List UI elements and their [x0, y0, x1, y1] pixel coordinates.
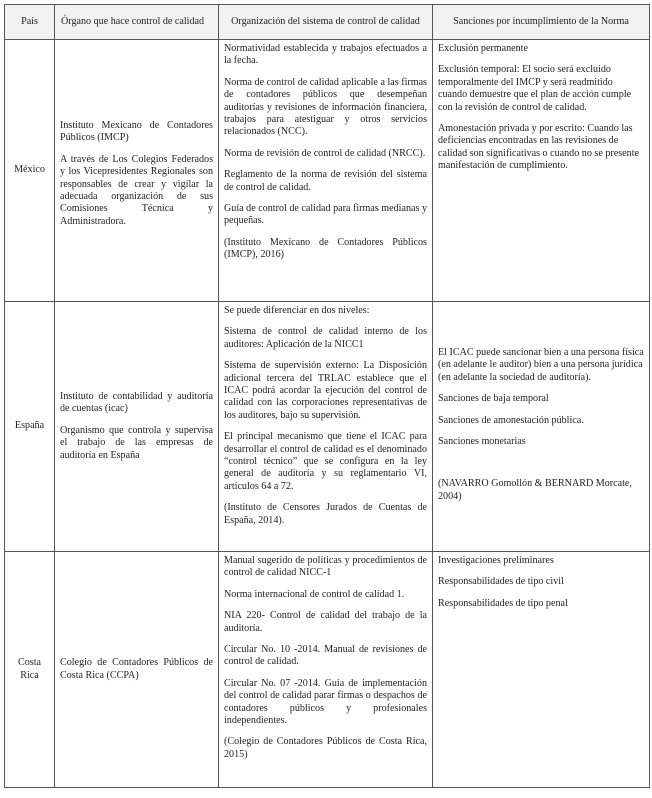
organ-paragraph: A través de Los Colegios Federados y los Vicepresidentes Regionales son responsables de crear y vigilar la adecuada organización de sus Comisiones Técnica y Administradora. — [60, 153, 213, 227]
table-row-espana — [5, 302, 650, 552]
header-row — [5, 5, 650, 40]
organ-cell — [55, 552, 219, 788]
system-paragraph: Guía de control de calidad para firmas medianas y pequeñas. — [224, 203, 427, 227]
system-paragraph: Normatividad establecida y trabajos efectuados a la fecha. — [224, 43, 427, 67]
sanction-paragraph: Sanciones de amonestación pública. — [438, 414, 584, 426]
system-cell — [219, 552, 433, 788]
sanction-paragraph: Sanciones de baja temporal — [438, 393, 549, 405]
system-paragraph: El principal mecanismo que tiene el ICAC para desarrollar el control de calidad es el denominado “control técnico” que se configura en la ley general de auditoría y su reglamentario VI, artículos 64 a 72. — [224, 431, 427, 492]
system-paragraph: Norma internacional de control de calidad 1. — [224, 588, 405, 600]
header-country: País — [5, 5, 55, 40]
system-paragraph: Norma de revisión de control de calidad (NRCC). — [224, 147, 426, 159]
system-paragraph: Manual sugerido de políticas y procedimientos de control de calidad NICC-1 — [224, 555, 427, 579]
organ-paragraph: Instituto de contabilidad y auditoría de cuentas (icac) — [60, 390, 213, 415]
sanction-paragraph: Exclusión permanente — [438, 43, 528, 54]
header-organ: Órgano que hace control de calidad — [55, 5, 219, 40]
system-paragraph: Sistema de control de calidad interno de los auditores: Aplicación de la NICC1 — [224, 326, 427, 350]
organ-paragraph: Organismo que controla y supervisa el trabajo de las empresas de auditoría en España — [60, 424, 213, 461]
sanctions-cell — [433, 552, 650, 788]
header-system: Organización del sistema de control de calidad — [219, 5, 433, 40]
table-row-mexico — [5, 40, 650, 302]
system-cell — [219, 40, 433, 302]
country-cell: Costa Rica — [5, 552, 55, 788]
sanction-paragraph: Investigaciones preliminares — [438, 555, 554, 566]
system-paragraph: Sistema de supervisión externo: La Disposición adicional tercera del TRLAC establece que el ICAC podrá acordar la ejecución del control de calidad con las corporaciones representativas de los auditores, bajo su supervisión. — [224, 360, 427, 421]
country-cell: México — [5, 40, 55, 302]
sanction-paragraph: Exclusión temporal: El socio será excluido temporalmente del IMCP y será readmitido cuando demuestre que el plan de acción cumple con la revisión de control de calidad. — [438, 64, 632, 113]
system-paragraph: Circular No. 07 -2014. Guía de implementación del control de calidad parar firmas o despachos de contadores públicos y profesionales independientes. — [224, 677, 427, 727]
system-paragraph: (Instituto de Censores Jurados de Cuentas de España, 2014). — [224, 502, 427, 526]
sanction-citation: (NAVARRO Gomollón & BERNARD Morcate, 2004) — [438, 478, 632, 502]
country-cell: España — [5, 302, 55, 552]
sanctions-cell — [433, 302, 650, 552]
system-cell — [219, 302, 433, 552]
system-paragraph: Norma de control de calidad aplicable a las firmas de contadores públicos que desempeñan auditorías y revisiones de información financiera, trabajos para atestiguar y otros servicios relacionados (NCC). — [224, 76, 427, 138]
sanction-paragraph: Responsabilidades de tipo civil — [438, 576, 564, 588]
system-paragraph: Se puede diferenciar en dos niveles: — [224, 305, 370, 316]
system-paragraph: Reglamento de la norma de revisión del sistema de control de calidad. — [224, 169, 427, 193]
sanctions-cell — [433, 40, 650, 302]
system-paragraph: (Instituto Mexicano de Contadores Públicos (IMCP), 2016) — [224, 236, 427, 261]
table-row-costa-rica — [5, 552, 650, 788]
header-sanctions: Sanciones por incumplimiento de la Norma — [433, 5, 650, 40]
organ-cell — [55, 302, 219, 552]
quality-control-table — [4, 4, 650, 788]
sanction-paragraph: Responsabilidades de tipo penal — [438, 597, 568, 609]
organ-paragraph: Colegio de Contadores Públicos de Costa Rica (CCPA) — [60, 657, 213, 681]
sanction-paragraph: Amonestación privada y por escrito: Cuando las deficiencias encontradas en las revisiones de calidad son significativas o cuando no se presente manifestación de cumplimiento. — [438, 123, 639, 172]
organ-cell — [55, 40, 219, 302]
organ-paragraph: Instituto Mexicano de Contadores Públicos (IMCP) — [60, 119, 213, 144]
sanction-paragraph: El ICAC puede sancionar bien a una persona física (en adelante le auditor) bien a una persona jurídica (en adelante la sociedad de auditoría). — [438, 346, 644, 383]
system-paragraph: Circular No. 10 -2014. Manual de revisiones de control de calidad. — [224, 644, 427, 668]
sanction-paragraph: Sanciones monetarias — [438, 435, 526, 447]
system-paragraph: NIA 220- Control de calidad del trabajo de la auditoría. — [224, 610, 427, 634]
system-paragraph: (Colegio de Contadores Públicos de Costa Rica, 2015) — [224, 736, 427, 760]
